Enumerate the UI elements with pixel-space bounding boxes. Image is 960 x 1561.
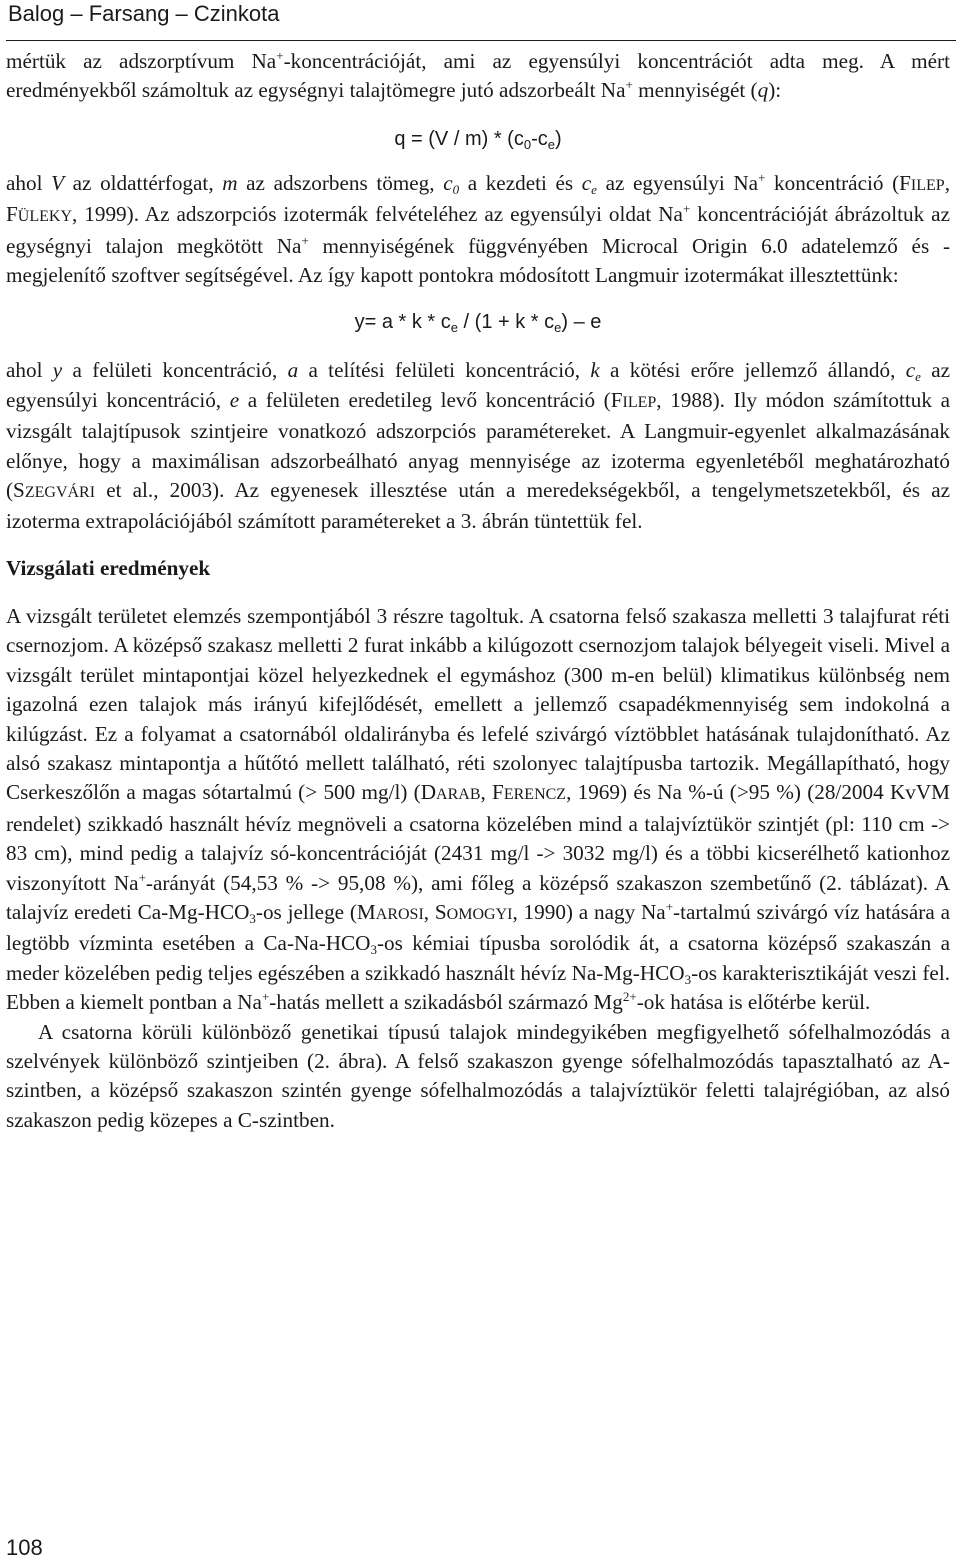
page-number: 108: [6, 1535, 43, 1560]
text-run: -os kémiai típusba sorolódik át, a csatorna középső szakaszán a meder közelében pedig teljes egészében a szikkadó használt hévíz Na-Mg-HCO: [6, 931, 950, 985]
subscript: 3: [249, 910, 256, 926]
equation-part: y= a * k * c: [354, 311, 451, 334]
variable-m: m: [222, 170, 238, 195]
subscript: e: [547, 136, 555, 152]
variable-ce: $c_e$: [581, 170, 597, 197]
text-run: -koncentrációját, ami az egyensúlyi koncentrációt adta meg. A mért eredményekből számoltuk az egységnyi talajtömegre jutó adszorbeált Na: [6, 49, 950, 103]
small-caps-author: ILEP: [910, 176, 945, 194]
text-run: , F: [6, 170, 950, 227]
small-caps-author: ÜLEKY: [17, 208, 73, 226]
equation-langmuir: [6, 308, 950, 336]
variable-k: k: [590, 358, 600, 383]
small-caps-author: ILEP: [622, 393, 657, 411]
variable-q: q: [757, 78, 769, 103]
body-paragraph: [6, 169, 950, 291]
superscript: +: [138, 869, 146, 885]
small-caps-author: ERENCZ: [503, 786, 567, 804]
body-paragraph: [6, 47, 950, 106]
small-caps-author: ZEGVÁRI: [24, 484, 96, 502]
text-run: -os jellege (M: [255, 899, 376, 924]
text-run: et al., 2003). Az egyenesek illesztése után a meredekségekből, a tengelymetszetekből, és az izoterma extrapolációjából számított paramétereket a 3. ábrán tüntettük fel.: [6, 478, 950, 534]
text-run: mennyiségének függvényében Microcal Origin 6.0 adatelemző és -megjelenítő szoftver segítségével. Az így kapott pontokra módosított Langmuir izotermákat illesztettünk:: [6, 233, 950, 288]
superscript: +: [665, 898, 674, 914]
text-run: -ok hatása is előtérbe kerül.: [636, 990, 871, 1015]
body-paragraph: [6, 602, 950, 1018]
equation-part: -c: [531, 127, 548, 150]
superscript: +: [682, 201, 691, 217]
text-run: koncentrációját ábrázoltuk az egységnyi talajon megkötött Na: [6, 202, 950, 258]
text-run: -tartalmú szivárgó víz hatására a legtöbb vízminta esetében a Ca-Na-HCO: [6, 899, 950, 956]
variable-ce: $c_e$: [905, 358, 921, 385]
superscript: +: [758, 169, 766, 185]
page-body: [6, 47, 950, 1135]
text-run: , 1969) és Na %-ú (>95 %) (28/2004 KvVM rendelet) szikkadó használt hévíz megnöveli a csatorna közelében mind a talajvíztükör szintjét (pl: 110 cm -> 83 cm), mind pedig a talajvíz só-koncentrációját (2431 mg/l -> 3032 mg/l) és a többi kicserélhető kationhoz viszonyított Na: [6, 780, 950, 895]
variable-v: V: [51, 170, 65, 195]
equation-part: ) – e: [561, 311, 602, 334]
variable-c0: $c_0$: [443, 170, 460, 197]
superscript: +: [625, 77, 633, 93]
text-run: , 1988). Ily módon számítottuk a vizsgált talajtípusok szintjeire vonatkozó adszorpciós paramétereket. A Langmuir-egyenlet alkalmazásának előnye, hogy a maximálisan adszorbeálható anyag mennyisége az izoterma egyenletéből meghatározható (S: [6, 387, 950, 503]
text-run: mértük az adszorptívum Na: [6, 49, 277, 73]
text-run: mennyiségét (: [632, 78, 758, 103]
text-run: az egyensúlyi Na: [596, 170, 759, 195]
superscript: 2+: [622, 989, 637, 1005]
text-run: -arányát (54,53 % -> 95,08 %), ami főleg a középső szakaszon szembetűnő (2. táblázat). A talajvíz eredeti Ca-Mg-HCO: [6, 870, 950, 924]
small-caps-author: ARAB: [436, 786, 481, 804]
text-run: az egyensúlyi koncentráció,: [6, 358, 951, 412]
text-run: , 1999). Az adszorpciós izotermák felvételéhez az egyensúlyi oldat Na: [72, 202, 683, 227]
text-run: ):: [768, 78, 782, 103]
equation-part: / (1 + k * c: [457, 311, 555, 334]
superscript: +: [301, 232, 309, 248]
variable-y: y: [52, 358, 63, 383]
text-run: ahol: [6, 358, 53, 383]
text-run: az adszorbens tömeg,: [237, 170, 444, 195]
equation-adsorbed-amount: [6, 125, 950, 153]
subscript: 3: [684, 971, 692, 987]
superscript: +: [261, 989, 270, 1005]
text-run: a felületi koncentráció,: [62, 358, 288, 383]
superscript: +: [276, 48, 284, 63]
body-paragraph: [6, 1018, 950, 1136]
subscript: 0: [523, 136, 532, 152]
running-header-title: Balog – Farsang – Czinkota: [8, 1, 280, 26]
variable-e: e: [229, 387, 240, 412]
text-run: , 1990) a nagy Na: [512, 899, 666, 924]
section-heading: Vizsgálati eredmények: [6, 555, 211, 580]
text-run: -os karakterisztikáját veszi fel. Ebben a kiemelt pontban a Na: [6, 960, 951, 1015]
equation-part: ): [554, 127, 562, 150]
subscript: e: [450, 320, 458, 336]
text-run: , F: [480, 780, 504, 805]
text-run: az oldattérfogat,: [64, 170, 223, 195]
text-run: , S: [423, 899, 447, 924]
text-run: koncentráció (F: [765, 170, 911, 195]
variable-a: a: [287, 358, 299, 383]
text-run: ahol: [6, 170, 52, 195]
body-paragraph: [6, 356, 950, 536]
running-header: [6, 0, 956, 41]
text-run: A vizsgált területet elemzés szempontjából 3 részre tagoltuk. A csatorna felső szakasza melletti 3 talajfurat réti csernozjom. A középső szakasz melletti 2 furat inkább a kilúgozott csernozjom talajok bélyegeit viseli. Mivel a vizsgált terület mintapontjai közel helyezkednek el egymáshoz (300 m-en belül) klimatikus különbség nem igazolná ezen talajok más irányú kifejlődését, emellett a jellemző csapadékmennyiség sem indokolná a kilúgzást. Ez a folyamat a csatornából oldalirányba és lefelé szivárgó víztöbblet hatásának tulajdonítható. Az alsó szakasz mintapontja a hűtőtó mellett található, réti szolonyec talajtípusba tartozik. Megállapítható, hogy Cserkeszőlőn a magas sótartalmú (> 500 mg/l) (D: [6, 603, 950, 805]
text-run: A csatorna körüli különböző genetikai típusú talajok mindegyikében megfigyelhető sófelhalmozódás a szelvények különböző szintjeiben (2. ábra). A felső szakaszon gyenge sófelhalmozódás tapasztalható az A-szintben, a középső szakaszon szintén gyenge sófelhalmozódás a talajvíztükör feletti talajrégióban, az alsó szakaszon pedig közepes a C-szintben.: [6, 1019, 950, 1132]
text-run: a felületen eredetileg levő koncentráció (F: [239, 387, 623, 412]
text-run: a kezdeti és: [459, 170, 582, 195]
small-caps-author: OMOGYI: [446, 905, 513, 923]
text-run: a telítési felületi koncentráció,: [298, 358, 591, 383]
subscript: 3: [370, 942, 377, 958]
text-run: a kötési erőre jellemző állandó,: [599, 358, 906, 383]
text-run: -hatás mellett a szikadásból származó Mg: [269, 990, 623, 1015]
small-caps-author: AROSI: [375, 905, 424, 923]
equation-part: q = (V / m) * (c: [394, 127, 524, 150]
subscript: e: [554, 320, 562, 336]
